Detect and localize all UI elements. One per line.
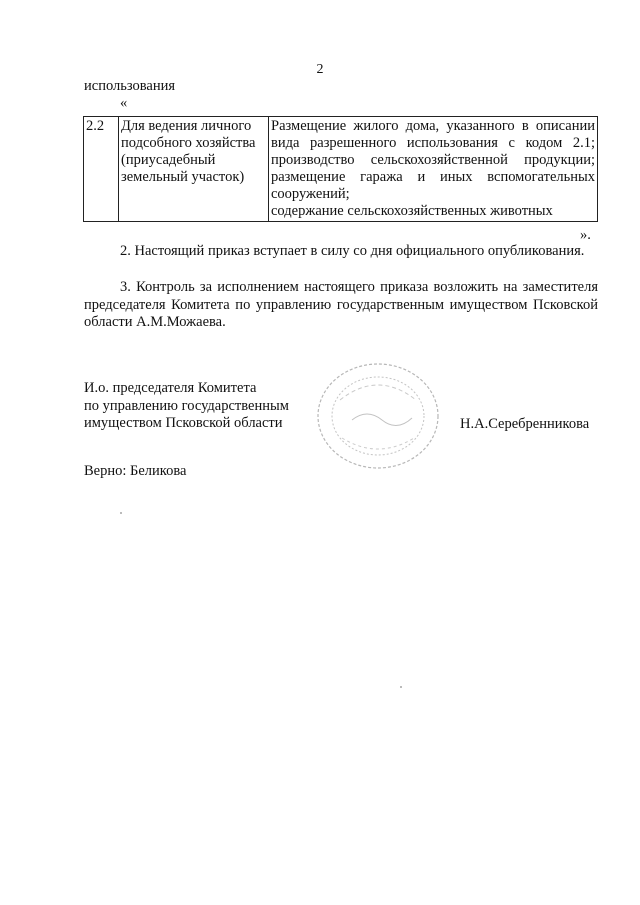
- land-use-name-line: (приусадебный: [121, 152, 216, 168]
- land-use-name: [119, 117, 269, 222]
- table-row: [84, 117, 598, 222]
- paragraph-2: [84, 243, 598, 261]
- description-line: производство сельскохозяйственной продукции;: [271, 152, 595, 168]
- land-use-table: [83, 116, 598, 222]
- land-use-description: [269, 117, 598, 222]
- scan-speck: [120, 512, 122, 514]
- description-line: Размещение жилого дома, указанного в описании: [271, 118, 595, 134]
- paragraph-3: [84, 279, 598, 332]
- land-use-name-line: Для ведения личного: [121, 118, 252, 134]
- description-line: вида разрешенного использования с кодом 2.1;: [271, 135, 595, 151]
- paragraph-3-text: 3. Контроль за исполнением настоящего приказа возложить на заместителя председателя Комитета по управлению государственным имуществом Псковской области А.М.Можаева.: [84, 279, 598, 330]
- page-number: 2: [316, 62, 324, 77]
- signatory-position-line: И.о. председателя Комитета: [84, 380, 257, 396]
- certification-note: Верно: Беликова: [84, 463, 187, 479]
- description-line: сооружений;: [271, 186, 350, 202]
- land-use-code: 2.2: [84, 117, 119, 222]
- land-use-name-line: подсобного хозяйства: [121, 135, 256, 151]
- signatory-name: Н.А.Серебренникова: [460, 416, 590, 432]
- lead-word: использования: [84, 78, 176, 94]
- description-line: содержание сельскохозяйственных животных: [271, 203, 553, 219]
- description-line: размещение гаража и иных вспомогательных: [271, 169, 595, 185]
- scan-speck: [400, 686, 402, 688]
- official-seal: [312, 360, 444, 472]
- signatory-position-line: по управлению государственным: [84, 397, 289, 414]
- paragraph-2-text: 2. Настоящий приказ вступает в силу со дня официального опубликования.: [120, 243, 585, 259]
- land-use-name-line: земельный участок): [121, 169, 245, 185]
- signatory-position: [84, 380, 289, 433]
- opening-quote: «: [120, 95, 128, 111]
- signatory-position-line: имуществом Псковской области: [84, 415, 283, 431]
- closing-quote: ».: [580, 227, 591, 243]
